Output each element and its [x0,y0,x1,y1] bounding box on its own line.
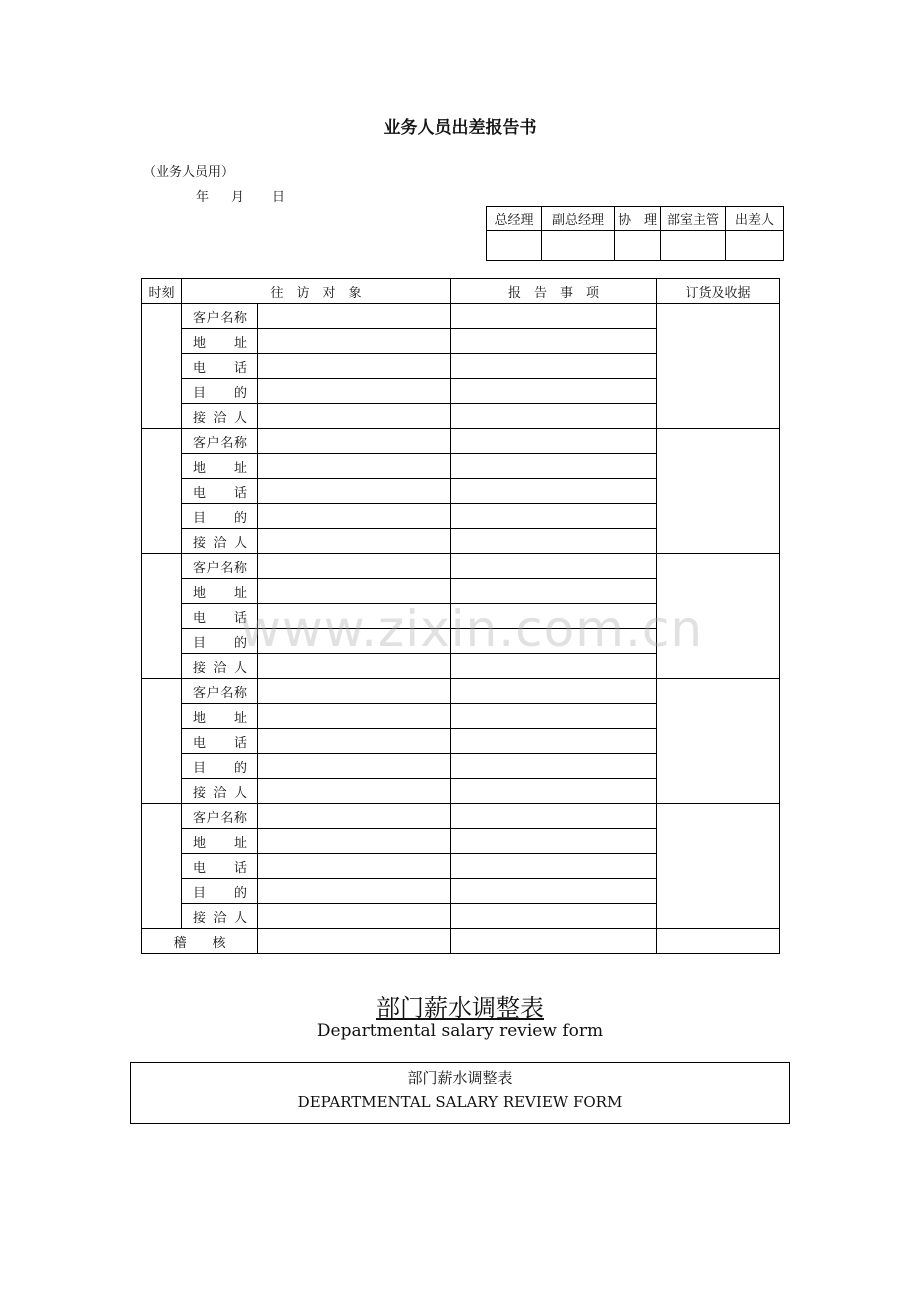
visit-value-cell[interactable] [258,554,451,579]
approval-dept-head-sign-cell[interactable] [661,231,726,261]
report-cell[interactable] [451,879,657,904]
field-label: 客户名称 [182,554,258,579]
visit-value-cell[interactable] [258,304,451,329]
trip-report-table [141,278,780,954]
field-label: 电话 [182,854,258,879]
date-year-label: 年 [196,190,210,205]
field-label: 接洽人 [182,529,258,554]
field-label: 目的 [182,879,258,904]
field-label: 电话 [182,604,258,629]
visit-value-cell[interactable] [258,754,451,779]
approval-deputy-gm-label: 副总经理 [542,207,615,231]
field-label: 目的 [182,629,258,654]
watermark: www.zixin.com.cn [240,600,704,658]
order-cell[interactable] [657,804,780,929]
audit-visit-cell[interactable] [258,929,451,954]
field-label: 地址 [182,329,258,354]
visit-value-cell[interactable] [258,704,451,729]
visit-value-cell[interactable] [258,729,451,754]
visit-value-cell[interactable] [258,654,451,679]
visit-value-cell[interactable] [258,329,451,354]
report-cell[interactable] [451,604,657,629]
report-cell[interactable] [451,529,657,554]
report-cell[interactable] [451,504,657,529]
field-label: 电话 [182,479,258,504]
field-label: 接洽人 [182,654,258,679]
report-cell[interactable] [451,804,657,829]
salary-form-title: 部门薪水调整表 [376,994,544,1022]
header-report: 报 告 事 项 [451,279,657,304]
table-header-row [142,279,780,304]
date-day-label: 日 [272,190,286,205]
field-label: 地址 [182,829,258,854]
approval-traveler-label: 出差人 [726,207,784,231]
approval-gm-sign-cell[interactable] [487,231,542,261]
field-label: 客户名称 [182,679,258,704]
report-cell[interactable] [451,479,657,504]
report-cell[interactable] [451,629,657,654]
field-label: 目的 [182,379,258,404]
field-label: 地址 [182,454,258,479]
field-label: 接洽人 [182,404,258,429]
report-cell[interactable] [451,679,657,704]
report-cell[interactable] [451,704,657,729]
visit-value-cell[interactable] [258,529,451,554]
order-cell[interactable] [657,679,780,804]
header-visit: 往 访 对 象 [182,279,451,304]
time-cell[interactable] [142,804,182,929]
field-label: 地址 [182,704,258,729]
visit-value-cell[interactable] [258,679,451,704]
approval-dept-head-label: 部室主管 [661,207,726,231]
visit-value-cell[interactable] [258,479,451,504]
visit-value-cell[interactable] [258,904,451,929]
approval-assistant-sign-cell[interactable] [615,231,661,261]
field-label: 接洽人 [182,779,258,804]
visit-value-cell[interactable] [258,354,451,379]
salary-box-subtitle: DEPARTMENTAL SALARY REVIEW FORM [297,1093,623,1111]
table-row [142,804,780,829]
audit-order-cell[interactable] [657,929,780,954]
order-cell[interactable] [657,429,780,554]
visit-value-cell[interactable] [258,629,451,654]
salary-form-subtitle: Departmental salary review form [316,1021,604,1041]
visit-value-cell[interactable] [258,404,451,429]
field-label: 目的 [182,504,258,529]
report-cell[interactable] [451,429,657,454]
approval-table [486,206,784,261]
page-title: 业务人员出差报告书 [383,118,537,138]
report-cell[interactable] [451,454,657,479]
time-cell[interactable] [142,429,182,554]
visit-value-cell[interactable] [258,429,451,454]
field-label: 客户名称 [182,429,258,454]
report-cell[interactable] [451,354,657,379]
visit-value-cell[interactable] [258,504,451,529]
table-row [142,304,780,329]
approval-assistant-label: 协 理 [615,207,661,231]
audit-row [142,929,780,954]
field-label: 目的 [182,754,258,779]
visit-value-cell[interactable] [258,379,451,404]
visit-value-cell[interactable] [258,829,451,854]
report-cell[interactable] [451,554,657,579]
date-month-label: 月 [231,190,245,205]
report-cell[interactable] [451,654,657,679]
report-cell[interactable] [451,729,657,754]
salary-form-box [130,1062,790,1124]
usage-note: （业务人员用） [143,165,235,180]
report-cell[interactable] [451,379,657,404]
report-cell[interactable] [451,904,657,929]
report-cell[interactable] [451,579,657,604]
approval-traveler-sign-cell[interactable] [726,231,784,261]
report-cell[interactable] [451,304,657,329]
field-label: 接洽人 [182,904,258,929]
header-time: 时刻 [142,279,182,304]
report-cell[interactable] [451,829,657,854]
visit-value-cell[interactable] [258,854,451,879]
visit-value-cell[interactable] [258,804,451,829]
table-row [142,429,780,454]
report-cell[interactable] [451,754,657,779]
field-label: 客户名称 [182,304,258,329]
report-cell[interactable] [451,329,657,354]
report-cell[interactable] [451,779,657,804]
visit-value-cell[interactable] [258,779,451,804]
time-cell[interactable] [142,679,182,804]
order-cell[interactable] [657,554,780,679]
field-label: 电话 [182,354,258,379]
time-cell[interactable] [142,304,182,429]
report-cell[interactable] [451,404,657,429]
field-label: 地址 [182,579,258,604]
table-row [142,679,780,704]
table-row [142,554,780,579]
order-cell[interactable] [657,304,780,429]
field-label: 客户名称 [182,804,258,829]
visit-value-cell[interactable] [258,879,451,904]
report-cell[interactable] [451,854,657,879]
time-cell[interactable] [142,554,182,679]
header-order: 订货及收据 [657,279,780,304]
audit-label: 稽 核 [142,929,258,954]
salary-box-title: 部门薪水调整表 [407,1069,513,1087]
visit-value-cell[interactable] [258,604,451,629]
approval-gm-label: 总经理 [487,207,542,231]
approval-deputy-gm-sign-cell[interactable] [542,231,615,261]
audit-report-cell[interactable] [451,929,657,954]
visit-value-cell[interactable] [258,579,451,604]
visit-value-cell[interactable] [258,454,451,479]
field-label: 电话 [182,729,258,754]
